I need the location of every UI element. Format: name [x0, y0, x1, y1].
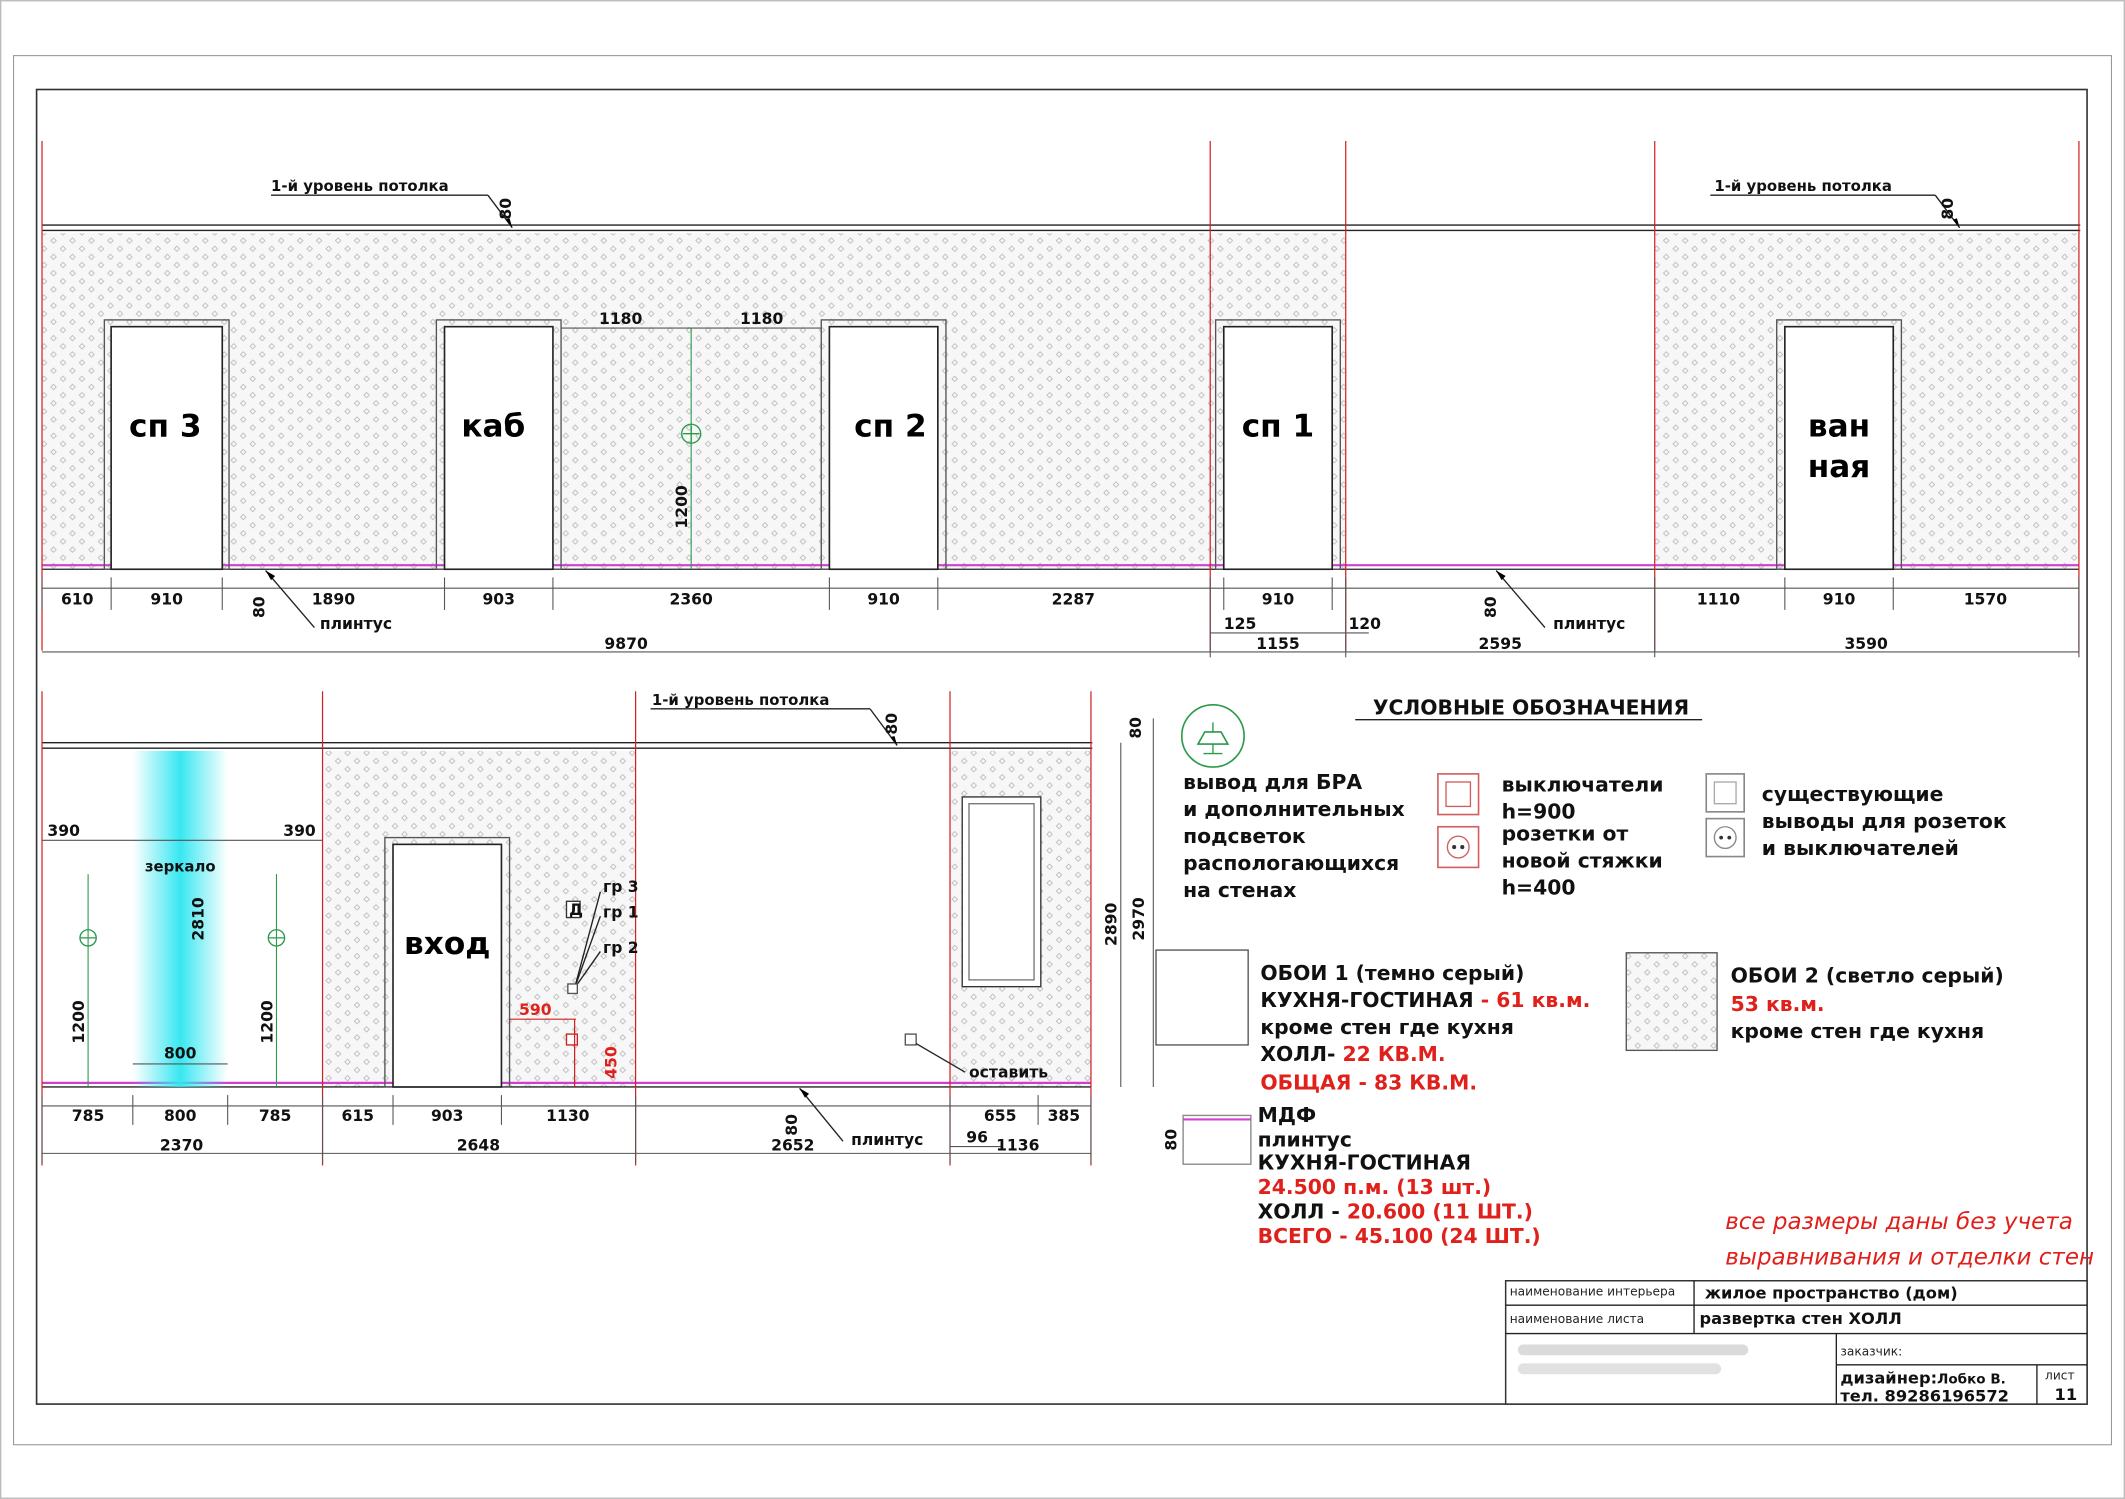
- mdf-height: 80: [1162, 1128, 1181, 1151]
- mdf-hall-label: ХОЛЛ -: [1257, 1199, 1347, 1224]
- dim-text: 1136: [996, 1136, 1040, 1155]
- red-dim: 450: [602, 1046, 621, 1079]
- dim-text: 1200: [70, 1000, 89, 1044]
- wallpaper1-kitchen-area: - 61 кв.м.: [1473, 987, 1591, 1012]
- dim-text: 903: [482, 590, 515, 609]
- door-label-sp1: сп 1: [1241, 408, 1315, 445]
- wallpaper2-title: ОБОИ 2 (светло серый): [1730, 963, 2004, 988]
- door-label-sp2: сп 2: [854, 408, 927, 445]
- mirror: [133, 751, 228, 1087]
- dim-text: 2648: [456, 1136, 501, 1155]
- dim-text: 125: [1223, 614, 1257, 633]
- legend-socket-line: розетки от: [1501, 821, 1629, 846]
- note-line: все размеры даны без учета: [1725, 1209, 2073, 1236]
- legend-bra-line: на стенах: [1183, 878, 1297, 903]
- box-label: Д: [569, 900, 584, 919]
- dim-text: 120: [1348, 614, 1381, 633]
- ceiling-height-dim: 80: [883, 712, 902, 735]
- interior-label: наименование интерьера: [1509, 1284, 1676, 1299]
- ceiling-height-dim: 80: [1938, 197, 1957, 220]
- ceiling-height-dim: 80: [496, 197, 515, 220]
- sheet-no: 11: [2054, 1385, 2078, 1405]
- ceiling-height-dim: 80: [1127, 716, 1146, 739]
- dim-text: 2595: [1478, 635, 1522, 654]
- door-label-kab: каб: [461, 408, 526, 445]
- wallpaper1-kitchen-label: КУХНЯ-ГОСТИНАЯ: [1260, 987, 1474, 1012]
- dim-text: 1110: [1696, 590, 1741, 609]
- legend-bra-line: подсветок: [1183, 824, 1306, 849]
- designer: [1840, 1369, 2005, 1388]
- note-line: выравнивания и отделки стен: [1725, 1244, 2095, 1271]
- group-label: гр 1: [603, 903, 639, 922]
- dim-text: 785: [258, 1106, 292, 1125]
- door-label-bath-1: ван: [1807, 408, 1871, 445]
- dim-text: 1155: [1256, 635, 1300, 654]
- legend-switch-line: h=900: [1501, 799, 1576, 824]
- group-label: гр 2: [603, 938, 639, 957]
- wallpaper1-swatch: [1156, 950, 1248, 1045]
- wallpaper1-hall-area: 22 КВ.М.: [1335, 1042, 1446, 1067]
- title-block: [1506, 1281, 2087, 1406]
- mdf-swatch: [1183, 1115, 1251, 1164]
- door-label-bath-2: ная: [1807, 449, 1871, 486]
- legend-socket-line: новой стяжки: [1501, 848, 1663, 873]
- legend-existing-line: существующие: [1761, 781, 1944, 806]
- dim-text: 2287: [1051, 590, 1096, 609]
- dim-text: 390: [283, 822, 316, 841]
- dim-text: 96: [966, 1128, 988, 1147]
- skirting-height-dim: 80: [250, 596, 269, 619]
- bra-outlet-icon: [1182, 705, 1244, 767]
- sheet-label: наименование листа: [1509, 1311, 1645, 1326]
- wallpaper2-swatch: [1626, 953, 1717, 1051]
- dim-text: 610: [60, 590, 94, 609]
- wallpaper2-note: кроме стен где кухня: [1730, 1019, 1985, 1044]
- door-label-entrance: вход: [404, 926, 491, 963]
- dim-text: 2370: [159, 1136, 204, 1155]
- dim-text: 2890: [1102, 902, 1121, 947]
- wallpaper1-hall-label: ХОЛЛ-: [1260, 1042, 1336, 1067]
- interior-value: жилое пространство (дом): [1704, 1283, 1958, 1303]
- mdf-total: ВСЕГО - 45.100 (24 ШТ.): [1257, 1223, 1541, 1248]
- customer-label: заказчик:: [1840, 1344, 1903, 1359]
- dim-text: 2360: [669, 590, 713, 609]
- legend-bra-line: вывод для БРА: [1183, 769, 1363, 794]
- dim-text: 1890: [311, 590, 356, 609]
- dim-text: 910: [150, 590, 183, 609]
- legend-socket-line: h=400: [1501, 875, 1576, 900]
- mdf-hall-amount: 20.600 (11 ШТ.): [1346, 1199, 1533, 1224]
- ceiling-label: 1-й уровень потолка: [651, 690, 830, 709]
- ceiling-label: 1-й уровень потолка: [271, 177, 449, 196]
- dim-text: 910: [1261, 590, 1295, 609]
- legend-bra-line: и дополнительных: [1183, 796, 1405, 821]
- designer-label: дизайнер:: [1840, 1368, 1938, 1388]
- skirting-label: плинтус: [851, 1131, 924, 1150]
- dim-text: 655: [983, 1106, 1017, 1125]
- dim-text: 1130: [546, 1106, 590, 1125]
- mirror-width-dim: 800: [163, 1044, 197, 1063]
- mdf-kitchen: КУХНЯ-ГОСТИНАЯ: [1257, 1150, 1471, 1175]
- dim-text: 910: [1822, 590, 1856, 609]
- group-label: гр 3: [603, 877, 639, 896]
- dim-text: 1200: [258, 1000, 277, 1044]
- wallpaper-area: [42, 233, 1346, 569]
- sheet-value: развертка стен ХОЛЛ: [1699, 1309, 1902, 1329]
- legend-existing-line: выводы для розеток: [1761, 809, 2007, 834]
- dim-text: 2970: [1129, 897, 1148, 941]
- legend-bra-line: распологающихся: [1183, 851, 1400, 876]
- dim-text: 390: [47, 822, 80, 841]
- mirror-label: зеркало: [144, 857, 216, 876]
- legend-switch-line: выключатели: [1501, 772, 1664, 797]
- skirting-label: плинтус: [319, 614, 393, 633]
- legend-title: УСЛОВНЫЕ ОБОЗНАЧЕНИЯ: [1372, 695, 1690, 720]
- wallpaper1-total: ОБЩАЯ - 83 КВ.М.: [1260, 1070, 1478, 1095]
- wall-panel: [962, 797, 1041, 987]
- dim-text: 9870: [604, 635, 648, 654]
- wallpaper1-hall: [1260, 1042, 1445, 1066]
- keep-label: оставить: [968, 1063, 1049, 1082]
- dim-text: 2652: [771, 1136, 815, 1155]
- switch-icon: [1438, 774, 1479, 815]
- mdf-title: МДФ: [1257, 1103, 1317, 1128]
- mdf-hall: [1258, 1199, 1533, 1223]
- skirting-height-dim: 80: [782, 1114, 801, 1136]
- mirror-height-dim: 2810: [189, 897, 208, 941]
- dim-text: 1200: [673, 485, 692, 529]
- socket-icon: [1438, 827, 1479, 868]
- door-label-sp3: сп 3: [129, 408, 202, 445]
- mdf-kitchen-amount: 24.500 п.м. (13 шт.): [1257, 1175, 1492, 1200]
- skirting-label: плинтус: [1553, 614, 1626, 633]
- dim-text: 800: [163, 1106, 197, 1125]
- wallpaper1-kitchen: [1260, 988, 1590, 1012]
- dim-text: 1180: [739, 309, 784, 328]
- entrance-door: [393, 844, 501, 1087]
- dim-text: 1570: [1963, 590, 2008, 609]
- ceiling-label: 1-й уровень потолка: [1714, 177, 1892, 196]
- dim-text: 785: [71, 1106, 105, 1125]
- dim-text: 3590: [1844, 635, 1888, 654]
- dim-text: 615: [341, 1106, 375, 1125]
- dim-text: 1180: [599, 309, 643, 328]
- dim-text: 910: [867, 590, 900, 609]
- dim-text: 385: [1047, 1106, 1081, 1125]
- wallpaper2-area: 53 кв.м.: [1730, 992, 1825, 1017]
- designer-name: Лобко В.: [1937, 1371, 2006, 1388]
- dim-text: 903: [430, 1106, 464, 1125]
- mdf-sub: плинтус: [1257, 1127, 1352, 1152]
- legend-existing-line: и выключателей: [1761, 836, 1959, 861]
- sheet-no-label: лист: [2045, 1368, 2075, 1383]
- skirting-height-dim: 80: [1482, 596, 1501, 619]
- wallpaper1-note: кроме стен где кухня: [1260, 1015, 1514, 1040]
- red-dim: 590: [519, 1001, 552, 1020]
- wallpaper1-title: ОБОИ 1 (темно серый): [1260, 960, 1525, 985]
- designer-phone: тел. 89286196572: [1840, 1386, 2009, 1406]
- sconce-icon: [682, 424, 701, 443]
